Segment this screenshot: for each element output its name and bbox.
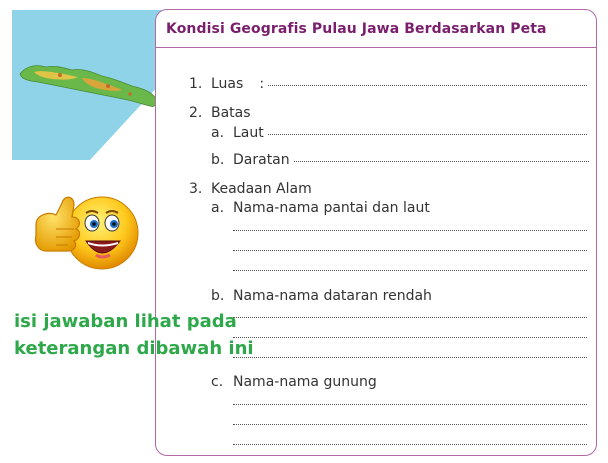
item-label: Nama-nama dataran rendah [233,288,432,304]
item-number: 3. [189,181,203,197]
item-number: 1. [189,76,203,92]
item-label: Laut [233,125,264,141]
item-luas [189,76,587,92]
answer-line-gunung-2[interactable] [233,424,587,425]
item-batas-laut [211,125,587,141]
item-keadaan-alam [189,181,312,197]
instruction-note-line-2: keterangan dibawah ini [14,338,254,359]
answer-line-pantai-1[interactable] [233,230,587,231]
item-dataran-rendah [211,288,432,304]
title-divider [156,47,596,48]
answer-line-daratan[interactable] [294,161,589,162]
item-label: Daratan [233,152,290,168]
instruction-note-line-1: isi jawaban lihat pada [14,311,237,332]
thumbs-up-smiley-icon [26,185,146,275]
answer-line-laut[interactable] [268,134,587,135]
item-letter: c. [211,374,224,390]
java-map-illustration [12,10,162,160]
item-gunung [211,374,377,390]
answer-line-gunung-3[interactable] [233,444,587,445]
item-label: Luas [211,76,244,92]
answer-line-gunung-1[interactable] [233,404,587,405]
item-letter: a. [211,125,225,141]
answer-line-pantai-2[interactable] [233,250,587,251]
java-island-map [12,10,162,160]
answer-line-dataran-1[interactable] [233,317,587,318]
answer-line-dataran-2[interactable] [233,337,587,338]
item-separator: : [259,76,265,92]
item-letter: a. [211,200,225,216]
item-letter: b. [211,152,225,168]
answer-line-pantai-3[interactable] [233,270,587,271]
answer-line-luas[interactable] [268,85,587,86]
worksheet-card [155,9,597,456]
item-batas [189,105,251,121]
item-label: Nama-nama pantai dan laut [233,200,430,216]
item-pantai-laut [211,200,430,216]
item-batas-daratan [211,152,589,168]
item-label: Nama-nama gunung [233,374,377,390]
item-label: Keadaan Alam [211,181,312,197]
item-number: 2. [189,105,203,121]
answer-line-dataran-3[interactable] [233,357,587,358]
worksheet-title: Kondisi Geografis Pulau Jawa Berdasarkan Peta [166,21,547,37]
item-letter: b. [211,288,225,304]
item-label: Batas [211,105,251,121]
